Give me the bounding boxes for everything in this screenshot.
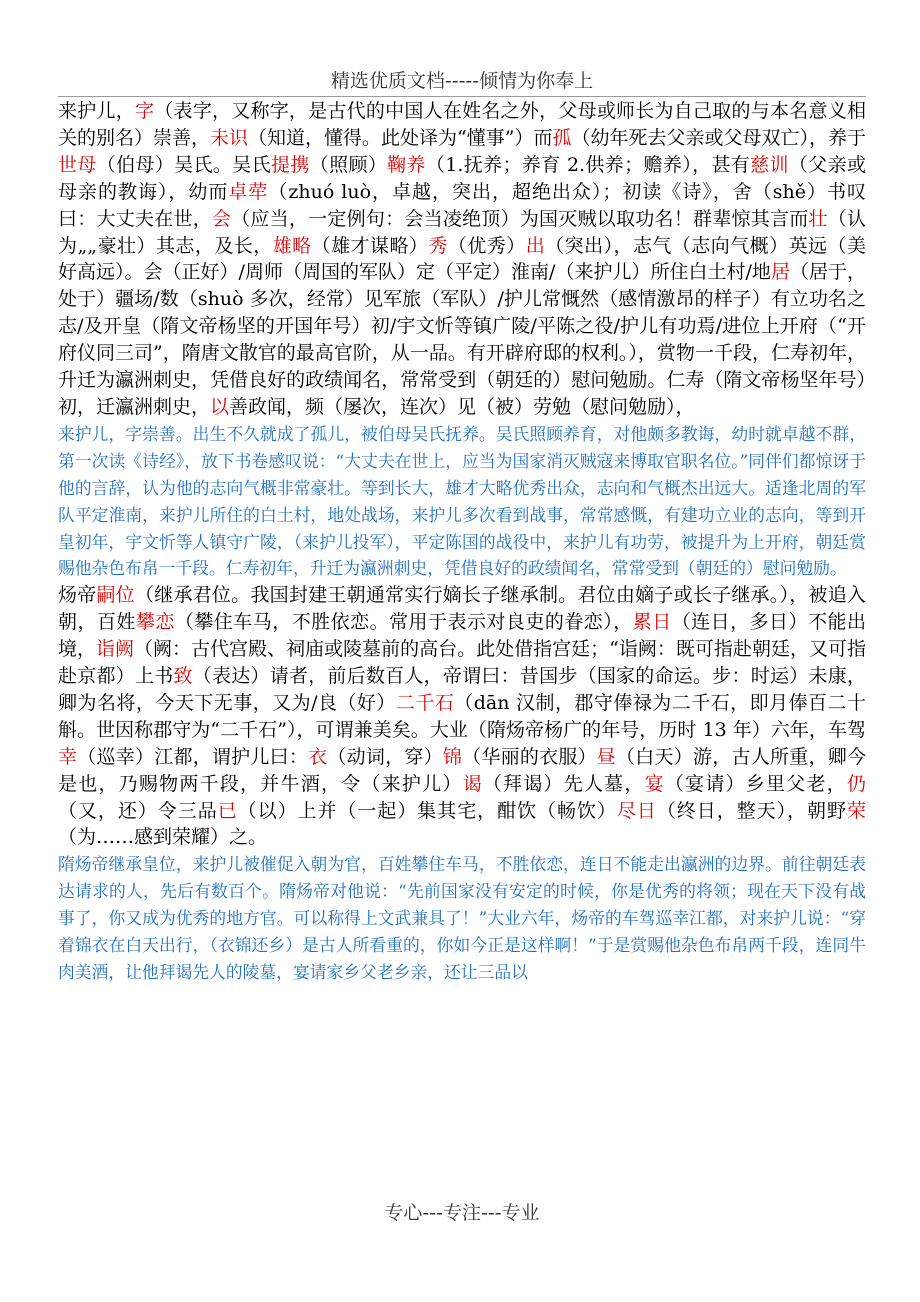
document-body [58,98,866,986]
keyword-highlight: 累日 [632,611,672,634]
text-segment: （终日，整天），朝野 [656,799,847,822]
original-text-paragraph-2 [58,582,866,851]
keyword-highlight: 以 [210,395,230,418]
keyword-highlight: 孤 [552,126,572,149]
text-segment: （继承君位。我国封建王朝通常实行嫡长子继承制。君位由嫡子或长子继承。），被追入朝，百姓 [58,584,866,634]
text-segment: （优秀） [447,234,526,257]
keyword-highlight: 二千石 [395,691,455,714]
text-segment: （连日，多日）不能出境， [58,611,866,661]
text-segment: （华丽的衣服） [462,745,597,768]
text-segment: （应当，一定例句：会当凌绝顶）为国灭贼以取功名！群辈惊其言而 [231,207,809,230]
keyword-highlight: 世母 [58,153,97,176]
text-segment: （1.抚养；养育 2.供养；赡养），甚有 [425,153,751,176]
keyword-highlight: 谒 [462,772,483,795]
keyword-highlight: 未识 [210,126,249,149]
text-segment: （又，还）令三品 [58,799,218,822]
keyword-highlight: 攀恋 [135,611,175,634]
text-segment: （拜谒）先人墓， [482,772,645,795]
text-segment: （伯母）吴氏。吴氏 [96,153,271,176]
text-segment: （照顾） [309,153,388,176]
text-segment: 善政闻，频（屡次，连次）见（被）劳勉（慰问勉励）， [229,395,695,418]
text-segment: （雄才谋略） [311,234,429,257]
text-segment: 炀帝 [58,584,97,607]
page-header: 精选优质文档-----倾情为你奉上 [58,66,866,97]
text-segment: （宴请）乡里父老， [664,772,847,795]
text-segment: （以）上并（一起）集其宅，酣饮（畅饮） [237,799,617,822]
text-segment: （为……感到荣耀）之。 [58,826,268,849]
keyword-highlight: 会 [211,207,232,230]
keyword-highlight: 致 [173,665,193,688]
keyword-highlight: 卓荦 [228,180,269,203]
keyword-highlight: 宴 [644,772,665,795]
text-segment: （表字，又称字，是古代的中国人在姓名之外，父母或师长为自己取的与本名意义相关的别名）崇善， [58,100,866,149]
text-segment: （dān 汉制，郡守俸禄为二千石，即月俸百二十斛。世因称郡守为“二千石”），可谓兼美矣。大业（隋炀帝杨广的年号，历时 13 年）六年，车驾 [58,691,866,741]
text-segment: （父亲或母亲的教诲），幼而 [58,153,866,203]
keyword-highlight: 仍 [846,772,866,795]
keyword-highlight: 衣 [308,745,328,768]
translation-paragraph-2: 隋炀帝继承皇位，来护儿被催促入朝为官，百姓攀住车马，不胜依恋，连日不能走出瀛洲的边界。前往朝廷表达请求的人，先后有数百个。隋炀帝对他说：“先前国家没有安定的时候，你是优秀的将领；现在天下没有战事了，你又成为优秀的地方官。可以称得上文武兼具了！”大业六年，炀帝的车驾巡幸江都，对来护儿说：“穿着锦衣在白天出行，（衣锦还乡）是古人所看重的，你如今正是这样啊！”于是赏赐他杂色布帛两千段，连同牛肉美酒，让他拜谒先人的陵墓，宴请家乡父老乡亲，还让三品以 [58,854,866,982]
text-segment: （动词，穿） [327,745,443,768]
text-segment: （zhuó luò，卓越，突出，超绝出众）；初读《诗》，舍（shě）书叹曰：大丈夫在世， [58,180,866,230]
page-footer: 专心---专注---专业 [384,1202,540,1224]
text-segment: （突出），志气（志向气概）英远（美好高远）。会（正好）/周师（周国的军队）定（平定）淮南/（来护儿）所住白土村/地 [58,234,866,284]
keyword-highlight: 出 [525,234,546,257]
keyword-highlight: 壮 [808,207,828,230]
keyword-highlight: 荣 [846,799,866,822]
text-segment: （知道，懂得。此处译为“懂事”）而 [248,126,553,149]
keyword-highlight: 字 [134,100,155,122]
keyword-highlight: 嗣位 [96,584,135,607]
keyword-highlight: 鞠养 [387,153,426,176]
keyword-highlight: 慈训 [750,153,789,176]
text-segment: （攀住车马，不胜依恋。常用于表示对良吏的眷恋）， [174,611,633,634]
text-segment: （居于，处于）疆场/数（shuò 多次，经常）见军旅（军队）/护儿常慨然（感情激昂的样子）有立功名之志/及开皇（隋文帝杨坚的开国年号）初/宇文忻等镇广陵/平陈之役/护儿有功焉/进位上开府（“开府仪同三司”，隋唐文散官的最高官阶，从一品。有开辟府邸的权利。），赏物一千段，仁寿初年，升迁为瀛洲刺史，凭借良好的政绩闻名，常常受到（朝廷的）慰问勉励。仁寿（隋文帝杨坚年号）初，迁瀛洲刺史， [58,261,866,418]
text-segment: （白天）游，古人所重，卿今是也，乃赐物两千段，并牛酒，令（来护儿） [58,745,866,795]
keyword-highlight: 居 [770,261,790,284]
keyword-highlight: 雄略 [272,234,312,257]
text-segment: （巡幸）江都，谓护儿曰： [77,745,309,768]
keyword-highlight: 诣阙 [96,638,135,661]
keyword-highlight: 幸 [58,745,78,768]
keyword-highlight: 已 [217,799,238,822]
text-segment: （认为„„豪壮）其志，及长， [58,207,866,257]
text-segment: （阙：古代宫殿、祠庙或陵墓前的高台。此处借指宫廷；“诣阙：既可指赴朝廷，又可指赴京都）上书 [58,638,866,688]
translation-paragraph-1: 来护儿，字崇善。出生不久就成了孤儿，被伯母吴氏抚养。吴氏照顾养育，对他颇多教诲，幼时就卓越不群，第一次读《诗经》，放下书卷感叹说：“大丈夫在世上，应当为国家消灭贼寇来博取官职名位。”同伴们都惊讶于他的言辞，认为他的志向气概非常豪壮。等到长大，雄才大略优秀出众，志向和气概杰出远大。适逢北周的军队平定淮南，来护儿所住的白土村，地处战场，来护儿多次看到战事，常常感慨，有建功立业的志向，等到开皇初年，宇文忻等人镇守广陵，（来护儿投军），平定陈国的战役中，来护儿有功劳，被提升为上开府，朝廷赏赐他杂色布帛一千段。仁寿初年，升迁为瀛洲刺史，凭借良好的政绩闻名，常常受到（朝廷的）慰问勉励。 [58,423,866,579]
text-segment: （幼年死去父亲或父母双亡），养于 [571,126,866,149]
original-text-paragraph-1 [58,98,866,421]
keyword-highlight: 秀 [428,234,448,257]
keyword-highlight: 尽日 [616,799,657,822]
text-segment: 来护儿， [58,100,135,122]
keyword-highlight: 锦 [442,745,463,768]
text-segment: （表达）请者，前后数百人，帝谓曰：昔国步（国家的命运。步：时运）未康，卿为名将，今天下无事，又为/良（好） [58,665,866,714]
keyword-highlight: 提携 [270,153,310,176]
keyword-highlight: 昼 [596,745,617,768]
